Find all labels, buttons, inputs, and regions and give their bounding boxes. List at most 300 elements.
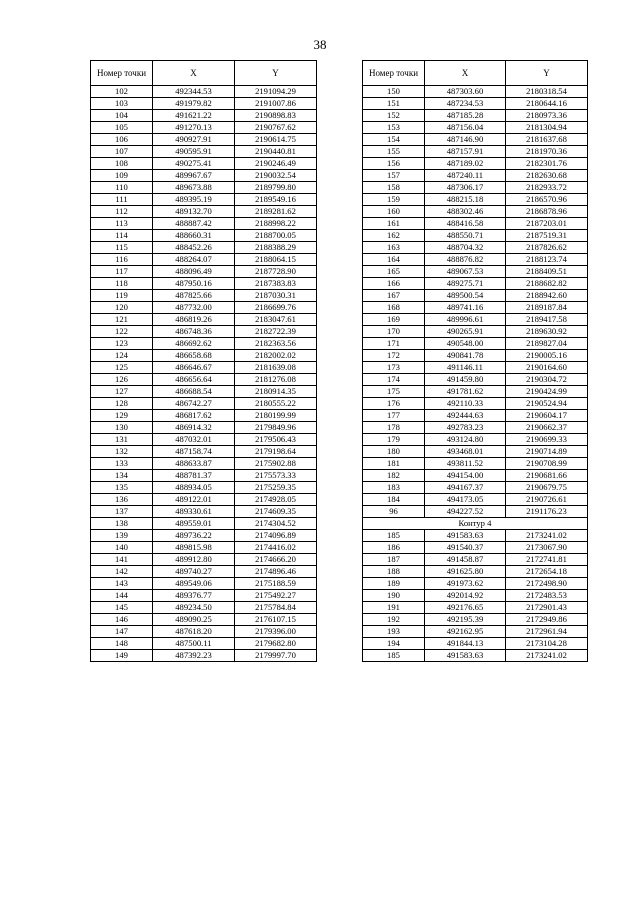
x-coordinate-cell: 491583.63 [425,650,506,662]
y-coordinate-cell: 2180199.99 [235,410,317,422]
y-coordinate-cell: 2188388.29 [235,242,317,254]
x-coordinate-cell: 493124.80 [425,434,506,446]
y-coordinate-cell: 2183047.61 [235,314,317,326]
table-row [363,230,588,242]
y-coordinate-cell: 2191007.86 [235,98,317,110]
x-coordinate-cell: 487303.60 [425,86,506,98]
table-row [363,482,588,494]
point-number-cell: 124 [91,350,153,362]
point-number-cell: 125 [91,362,153,374]
y-coordinate-cell: 2188700.05 [235,230,317,242]
y-coordinate-cell: 2173241.02 [506,650,588,662]
table-row [363,542,588,554]
x-coordinate-cell: 490927.91 [153,134,235,146]
x-coordinate-cell: 489741.16 [425,302,506,314]
table-row [91,110,317,122]
table-row [363,242,588,254]
point-number-cell: 180 [363,446,425,458]
x-coordinate-cell: 491459.80 [425,374,506,386]
x-coordinate-cell: 490595.91 [153,146,235,158]
table-row [363,398,588,410]
x-coordinate-cell: 487156.04 [425,122,506,134]
table-row [91,254,317,266]
table-row [363,170,588,182]
x-coordinate-cell: 487306.17 [425,182,506,194]
x-coordinate-cell: 493468.01 [425,446,506,458]
y-coordinate-cell: 2190424.99 [506,386,588,398]
y-coordinate-cell: 2187383.83 [235,278,317,290]
x-coordinate-cell: 488887.42 [153,218,235,230]
x-coordinate-cell: 491540.37 [425,542,506,554]
table-row [91,422,317,434]
point-number-cell: 181 [363,458,425,470]
x-coordinate-cell: 491781.62 [425,386,506,398]
x-coordinate-cell: 492344.53 [153,86,235,98]
x-coordinate-cell: 486742.27 [153,398,235,410]
table-row [91,638,317,650]
table-row [363,554,588,566]
table-row [363,86,588,98]
point-number-cell: 178 [363,422,425,434]
point-number-cell: 160 [363,206,425,218]
point-number-cell: 138 [91,518,153,530]
point-number-cell: 158 [363,182,425,194]
point-number-cell: 190 [363,590,425,602]
x-coordinate-cell: 489967.67 [153,170,235,182]
point-number-cell: 182 [363,470,425,482]
y-coordinate-cell: 2182002.02 [235,350,317,362]
x-coordinate-cell: 489740.27 [153,566,235,578]
table-row [363,122,588,134]
y-coordinate-cell: 2190681.66 [506,470,588,482]
table-row [91,182,317,194]
table-header-row [91,61,317,86]
point-number-cell: 142 [91,566,153,578]
y-coordinate-cell: 2180318.54 [506,86,588,98]
point-number-cell: 186 [363,542,425,554]
point-number-cell: 127 [91,386,153,398]
y-coordinate-cell: 2173104.28 [506,638,588,650]
y-coordinate-cell: 2191176.23 [506,506,588,518]
point-number-cell: 166 [363,278,425,290]
x-coordinate-cell: 490275.41 [153,158,235,170]
table-row [91,374,317,386]
y-coordinate-cell: 2190032.54 [235,170,317,182]
table-row [91,290,317,302]
table-row [91,362,317,374]
y-coordinate-cell: 2190246.49 [235,158,317,170]
table-row [363,314,588,326]
x-coordinate-cell: 491458.87 [425,554,506,566]
y-coordinate-cell: 2181970.36 [506,146,588,158]
x-coordinate-cell: 488302.46 [425,206,506,218]
y-coordinate-cell: 2190714.89 [506,446,588,458]
x-coordinate-cell: 489122.01 [153,494,235,506]
y-coordinate-cell: 2187030.31 [235,290,317,302]
y-coordinate-cell: 2181276.08 [235,374,317,386]
table-row [91,218,317,230]
table-row [363,506,588,518]
y-coordinate-cell: 2181637.68 [506,134,588,146]
table-row [91,206,317,218]
y-coordinate-cell: 2179997.70 [235,650,317,662]
y-coordinate-cell: 2190662.37 [506,422,588,434]
y-coordinate-cell: 2182630.68 [506,170,588,182]
point-number-cell: 151 [363,98,425,110]
x-coordinate-cell: 487158.74 [153,446,235,458]
y-coordinate-cell: 2174896.46 [235,566,317,578]
point-number-cell: 167 [363,290,425,302]
x-coordinate-cell: 491973.62 [425,578,506,590]
y-coordinate-cell: 2179396.00 [235,626,317,638]
table-row [91,398,317,410]
point-number-cell: 154 [363,134,425,146]
y-coordinate-cell: 2188942.60 [506,290,588,302]
y-coordinate-cell: 2188998.22 [235,218,317,230]
x-coordinate-cell: 488876.82 [425,254,506,266]
point-number-cell: 134 [91,470,153,482]
x-coordinate-cell: 489912.80 [153,554,235,566]
x-coordinate-cell: 489090.25 [153,614,235,626]
x-header: X [153,61,235,86]
x-coordinate-cell: 492176.65 [425,602,506,614]
table-row [91,122,317,134]
x-coordinate-cell: 489234.50 [153,602,235,614]
table-row [363,434,588,446]
y-coordinate-cell: 2189630.92 [506,326,588,338]
y-coordinate-cell: 2190679.75 [506,482,588,494]
point-number-cell: 169 [363,314,425,326]
x-coordinate-cell: 488096.49 [153,266,235,278]
table-row [363,350,588,362]
y-coordinate-cell: 2180555.22 [235,398,317,410]
point-number-cell: 156 [363,158,425,170]
y-coordinate-cell: 2175573.33 [235,470,317,482]
y-coordinate-cell: 2173067.90 [506,542,588,554]
x-coordinate-cell: 486817.62 [153,410,235,422]
point-number-cell: 164 [363,254,425,266]
table-row [363,194,588,206]
table-row [363,422,588,434]
table-row [363,626,588,638]
y-coordinate-cell: 2179682.80 [235,638,317,650]
y-coordinate-cell: 2190164.60 [506,362,588,374]
y-coordinate-cell: 2189827.04 [506,338,588,350]
point-number-cell: 145 [91,602,153,614]
table-row [363,470,588,482]
contour-label: Контур 4 [363,518,588,530]
y-coordinate-cell: 2179506.43 [235,434,317,446]
point-number-header: Номер точки [91,61,153,86]
y-coordinate-cell: 2190898.83 [235,110,317,122]
point-number-cell: 108 [91,158,153,170]
y-coordinate-cell: 2190767.62 [235,122,317,134]
point-number-cell: 119 [91,290,153,302]
point-number-cell: 172 [363,350,425,362]
point-number-header: Номер точки [363,61,425,86]
y-header: Y [506,61,588,86]
point-number-cell: 192 [363,614,425,626]
x-coordinate-cell: 492014.92 [425,590,506,602]
point-number-cell: 111 [91,194,153,206]
y-coordinate-cell: 2175259.35 [235,482,317,494]
point-number-cell: 117 [91,266,153,278]
point-number-cell: 102 [91,86,153,98]
point-number-cell: 163 [363,242,425,254]
point-number-cell: 147 [91,626,153,638]
x-coordinate-cell: 488633.87 [153,458,235,470]
table-row [363,638,588,650]
x-coordinate-cell: 489330.61 [153,506,235,518]
point-number-cell: 112 [91,206,153,218]
x-coordinate-cell: 487618.20 [153,626,235,638]
table-body-right [363,86,588,662]
x-coordinate-cell: 492783.23 [425,422,506,434]
table-row [363,158,588,170]
point-number-cell: 107 [91,146,153,158]
y-coordinate-cell: 2190604.17 [506,410,588,422]
x-coordinate-cell: 489996.61 [425,314,506,326]
x-coordinate-cell: 487732.00 [153,302,235,314]
point-number-cell: 140 [91,542,153,554]
x-coordinate-cell: 492110.33 [425,398,506,410]
point-number-cell: 188 [363,566,425,578]
y-coordinate-cell: 2190005.16 [506,350,588,362]
x-coordinate-cell: 488215.18 [425,194,506,206]
x-coordinate-cell: 486914.32 [153,422,235,434]
x-coordinate-cell: 489736.22 [153,530,235,542]
point-number-cell: 128 [91,398,153,410]
table-row [91,518,317,530]
y-coordinate-cell: 2191094.29 [235,86,317,98]
y-coordinate-cell: 2172483.53 [506,590,588,602]
point-number-cell: 175 [363,386,425,398]
table-row [363,134,588,146]
x-coordinate-cell: 488550.71 [425,230,506,242]
x-coordinate-cell: 487392.23 [153,650,235,662]
table-row [91,434,317,446]
table-row [91,98,317,110]
y-coordinate-cell: 2179849.96 [235,422,317,434]
point-number-cell: 185 [363,650,425,662]
point-number-cell: 159 [363,194,425,206]
x-header: X [425,61,506,86]
x-coordinate-cell: 486646.67 [153,362,235,374]
x-coordinate-cell: 488660.31 [153,230,235,242]
y-coordinate-cell: 2182363.56 [235,338,317,350]
y-coordinate-cell: 2175188.59 [235,578,317,590]
y-coordinate-cell: 2175492.27 [235,590,317,602]
y-coordinate-cell: 2182722.39 [235,326,317,338]
table-row [363,326,588,338]
x-coordinate-cell: 487825.66 [153,290,235,302]
table-row [91,626,317,638]
y-coordinate-cell: 2188064.15 [235,254,317,266]
table-row [91,314,317,326]
table-row [91,542,317,554]
point-number-cell: 137 [91,506,153,518]
x-coordinate-cell: 489500.54 [425,290,506,302]
point-number-cell: 109 [91,170,153,182]
x-coordinate-cell: 489559.01 [153,518,235,530]
y-coordinate-cell: 2182933.72 [506,182,588,194]
y-header: Y [235,61,317,86]
x-coordinate-cell: 491979.82 [153,98,235,110]
point-number-cell: 118 [91,278,153,290]
table-row [363,446,588,458]
point-number-cell: 176 [363,398,425,410]
point-number-cell: 143 [91,578,153,590]
x-coordinate-cell: 493811.52 [425,458,506,470]
x-coordinate-cell: 494154.00 [425,470,506,482]
coordinates-table-left [90,60,317,662]
y-coordinate-cell: 2172949.86 [506,614,588,626]
table-row [91,566,317,578]
x-coordinate-cell: 491146.11 [425,362,506,374]
point-number-cell: 132 [91,446,153,458]
table-row [363,218,588,230]
table-row [363,254,588,266]
y-coordinate-cell: 2187826.62 [506,242,588,254]
point-number-cell: 150 [363,86,425,98]
table-row [91,530,317,542]
y-coordinate-cell: 2180644.16 [506,98,588,110]
point-number-cell: 141 [91,554,153,566]
point-number-cell: 177 [363,410,425,422]
point-number-cell: 157 [363,170,425,182]
x-coordinate-cell: 487500.11 [153,638,235,650]
point-number-cell: 183 [363,482,425,494]
x-coordinate-cell: 489132.70 [153,206,235,218]
point-number-cell: 185 [363,530,425,542]
table-row [91,86,317,98]
table-row [91,458,317,470]
y-coordinate-cell: 2190614.75 [235,134,317,146]
x-coordinate-cell: 487234.53 [425,98,506,110]
x-coordinate-cell: 487146.90 [425,134,506,146]
point-number-cell: 189 [363,578,425,590]
point-number-cell: 161 [363,218,425,230]
point-number-cell: 96 [363,506,425,518]
table-row [91,410,317,422]
y-coordinate-cell: 2179198.64 [235,446,317,458]
y-coordinate-cell: 2186699.76 [235,302,317,314]
point-number-cell: 130 [91,422,153,434]
table-row [91,242,317,254]
x-coordinate-cell: 494227.52 [425,506,506,518]
table-row [363,266,588,278]
point-number-cell: 187 [363,554,425,566]
point-number-cell: 153 [363,122,425,134]
x-coordinate-cell: 489549.06 [153,578,235,590]
table-row [363,290,588,302]
x-coordinate-cell: 487157.91 [425,146,506,158]
table-row [91,650,317,662]
table-row [91,602,317,614]
table-row [91,470,317,482]
y-coordinate-cell: 2190304.72 [506,374,588,386]
table-row [91,170,317,182]
table-row [91,158,317,170]
point-number-cell: 105 [91,122,153,134]
point-number-cell: 103 [91,98,153,110]
table-row [363,374,588,386]
x-coordinate-cell: 490265.91 [425,326,506,338]
y-coordinate-cell: 2181639.08 [235,362,317,374]
y-coordinate-cell: 2189187.84 [506,302,588,314]
y-coordinate-cell: 2190440.81 [235,146,317,158]
point-number-cell: 194 [363,638,425,650]
x-coordinate-cell: 488264.07 [153,254,235,266]
table-row [91,278,317,290]
x-coordinate-cell: 492162.95 [425,626,506,638]
y-coordinate-cell: 2180973.36 [506,110,588,122]
table-row [363,278,588,290]
point-number-cell: 114 [91,230,153,242]
point-number-cell: 155 [363,146,425,158]
y-coordinate-cell: 2172741.81 [506,554,588,566]
table-header-row [363,61,588,86]
point-number-cell: 121 [91,314,153,326]
table-row [363,530,588,542]
table-row [363,590,588,602]
table-row [363,410,588,422]
y-coordinate-cell: 2186878.96 [506,206,588,218]
x-coordinate-cell: 487032.01 [153,434,235,446]
x-coordinate-cell: 488452.26 [153,242,235,254]
table-row [91,386,317,398]
point-number-cell: 171 [363,338,425,350]
point-number-cell: 133 [91,458,153,470]
table-row [363,650,588,662]
table-row [363,494,588,506]
x-coordinate-cell: 489815.98 [153,542,235,554]
table-row [363,386,588,398]
table-row [363,458,588,470]
point-number-cell: 193 [363,626,425,638]
table-row [91,134,317,146]
point-number-cell: 123 [91,338,153,350]
table-row [363,302,588,314]
table-row [363,98,588,110]
x-coordinate-cell: 488781.37 [153,470,235,482]
y-coordinate-cell: 2187728.90 [235,266,317,278]
y-coordinate-cell: 2172901.43 [506,602,588,614]
x-coordinate-cell: 491844.13 [425,638,506,650]
y-coordinate-cell: 2174416.02 [235,542,317,554]
table-row [363,602,588,614]
table-row [91,614,317,626]
x-coordinate-cell: 491270.13 [153,122,235,134]
y-coordinate-cell: 2188123.74 [506,254,588,266]
x-coordinate-cell: 486656.64 [153,374,235,386]
table-row [91,194,317,206]
x-coordinate-cell: 486692.62 [153,338,235,350]
table-row [91,146,317,158]
y-coordinate-cell: 2172654.18 [506,566,588,578]
point-number-cell: 110 [91,182,153,194]
point-number-cell: 104 [91,110,153,122]
y-coordinate-cell: 2190708.99 [506,458,588,470]
point-number-cell: 115 [91,242,153,254]
table-row [91,446,317,458]
y-coordinate-cell: 2190699.33 [506,434,588,446]
table-row [91,482,317,494]
point-number-cell: 149 [91,650,153,662]
table-row [363,566,588,578]
point-number-cell: 122 [91,326,153,338]
table-row [363,182,588,194]
